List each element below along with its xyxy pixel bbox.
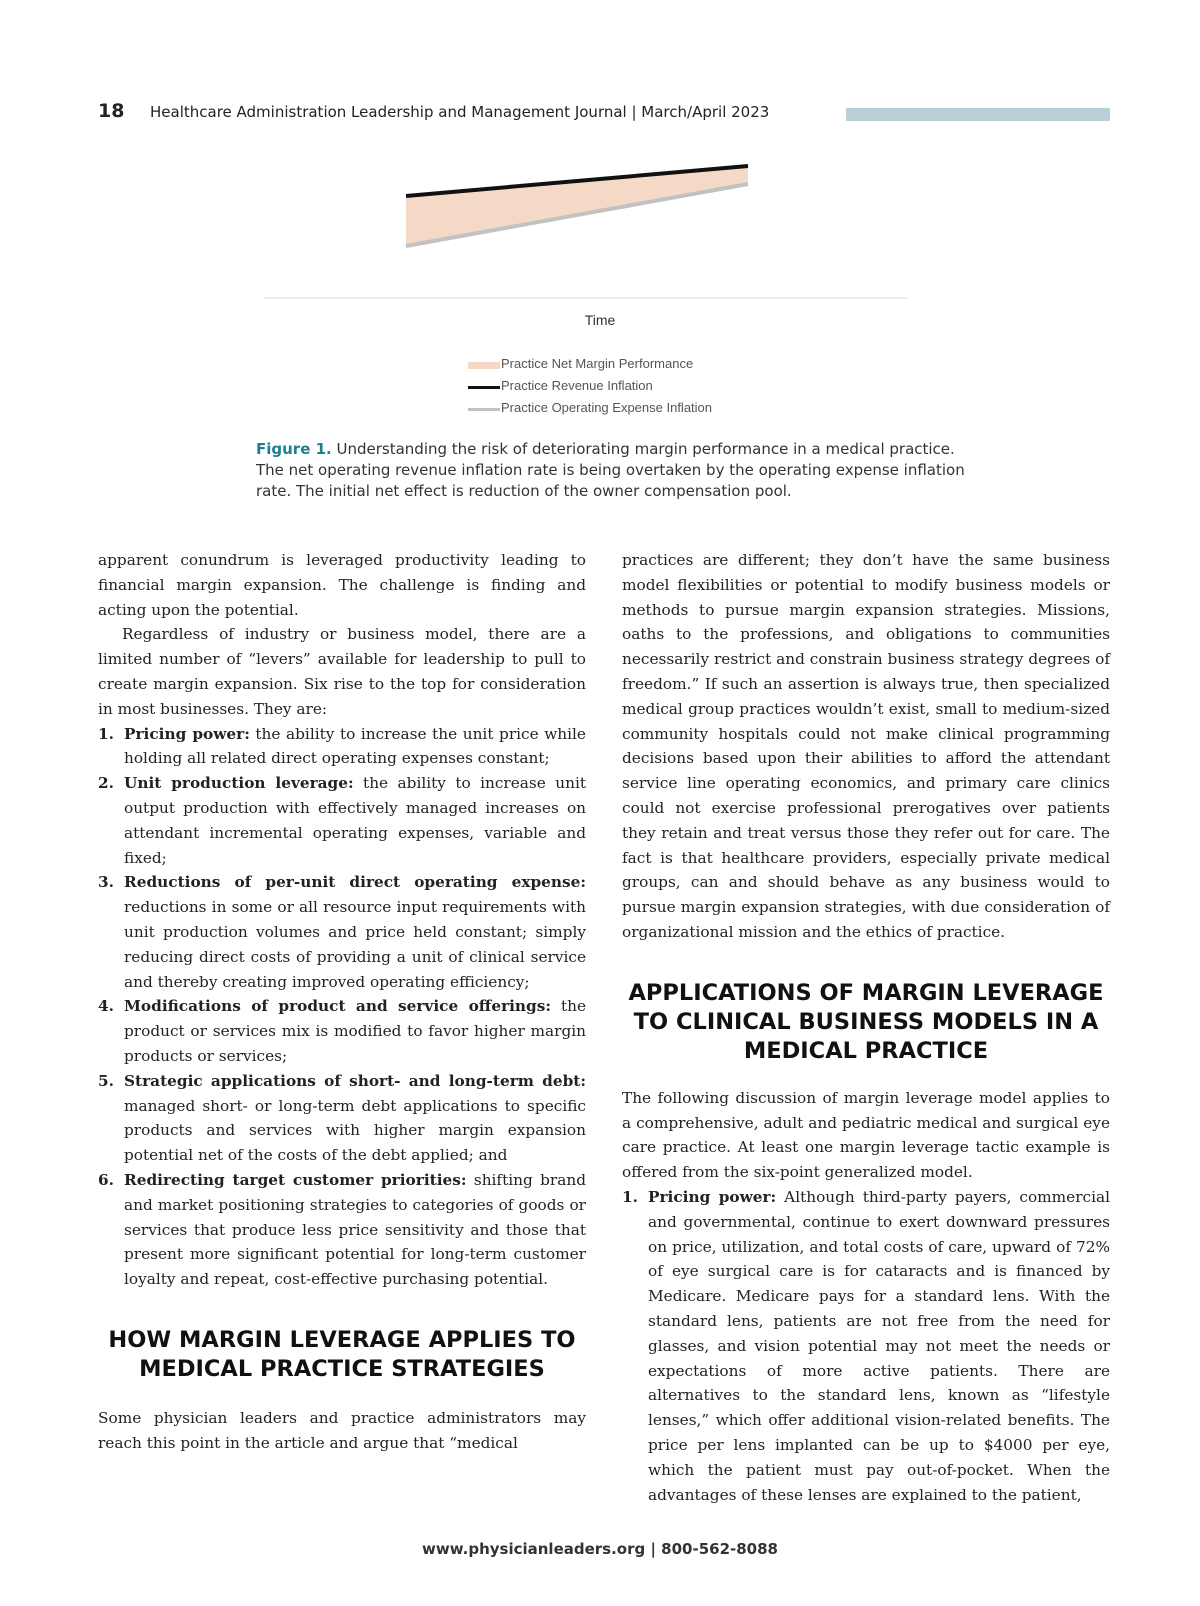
- paragraph: practices are different; they don’t have the same business model flexibilities or potential to modify business models or methods to pursue margin expansion strategies. Missions, oaths to the professions, and obligations to communities necessarily restrict and constrain business strategy degrees of freedom.” If such an assertion is always true, then specialized medical group practices wouldn’t exist, small to medium-sized community hospitals could not make clinical programming decisions based upon their abilities to afford the attendant service line operating economics, and primary care clinics could not exercise professional prerogatives over patients they retain and treat versus those they refer out for care. The fact is that healthcare providers, especially private medical groups, can and should behave as any business would to pursue margin expansion strategies, with due consideration of organizational mission and the ethics of practice.: [622, 551, 1110, 941]
- list-number: 1.: [622, 1187, 638, 1206]
- journal-title: Healthcare Administration Leadership and Management Journal | March/April 2023: [150, 103, 770, 121]
- list-item: [98, 870, 586, 994]
- levers-list: [98, 722, 586, 1292]
- list-number: 1.: [98, 724, 114, 743]
- caption-text: Understanding the risk of deteriorating margin performance in a medical practice. The net operating revenue inflation rate is being overtaken by the operating expense inflation rate. The initial net effect is reduction of the owner compensation pool.: [256, 440, 965, 500]
- list-item: [98, 1168, 586, 1292]
- list-term: Pricing power:: [124, 724, 250, 743]
- legend-label: Practice Net Margin Performance: [501, 356, 694, 371]
- paragraph: The following discussion of margin leverage model applies to a comprehensive, adult and pediatric medical and surgical eye care practice. At least one margin leverage tactic example is offered from the six-point generalized model.: [622, 1088, 1110, 1182]
- list-term: Redirecting target customer priorities:: [124, 1170, 467, 1189]
- applications-list: [622, 1185, 1110, 1507]
- paragraph: apparent conundrum is leveraged productivity leading to financial margin expansion. The challenge is finding and acting upon the potential.: [98, 551, 586, 619]
- page-footer: www.physicianleaders.org | 800-562-8088: [422, 1540, 778, 1558]
- legend-swatch-revenue: [468, 386, 500, 389]
- page-header: [98, 100, 1110, 126]
- legend-swatch-margin: [468, 362, 500, 369]
- list-text: shifting brand and market positioning strategies to categories of goods or services that produce less price sensitivity and those that present more significant potential for long-term customer loyalty and repeat, cost-effective purchasing potential.: [124, 1170, 586, 1289]
- list-term: Pricing power:: [648, 1187, 777, 1206]
- left-column: [98, 548, 586, 1456]
- list-text: Although third-party payers, commercial and governmental, continue to exert downward pressures on price, utilization, and total costs of care, upward of 72% of eye surgical care is for cataracts and is financed by Medicare. Medicare pays for a standard lens. With the standard lens, patients are not free from the need for glasses, and vision potential may not meet the needs or expectations of more active patients. There are alternatives to the standard lens, known as “lifestyle lenses,” which offer additional vision-related benefits. The price per lens implanted can be up to $4000 per eye, which the patient must pay out-of-pocket. When the advantages of these lenses are explained to the patient,: [648, 1187, 1110, 1504]
- list-term: Strategic applications of short- and long-term debt:: [124, 1071, 586, 1090]
- legend-label: Practice Revenue Inflation: [501, 378, 653, 393]
- paragraph: Some physician leaders and practice administrators may reach this point in the article and argue that “medical: [98, 1408, 586, 1452]
- list-text: the product or services mix is modified to favor higher margin products or services;: [124, 997, 586, 1065]
- list-number: 4.: [98, 997, 114, 1016]
- list-item: [622, 1185, 1110, 1507]
- list-term: Reductions of per-unit direct operating expense:: [124, 873, 586, 892]
- legend-swatch-expense: [468, 408, 500, 411]
- list-term: Unit production leverage:: [124, 774, 354, 793]
- list-text: reductions in some or all resource input requirements with unit production volumes and price held constant; simply reducing direct costs of providing a unit of clinical service and thereby creating improved operating efficiency;: [124, 898, 586, 991]
- list-number: 5.: [98, 1071, 114, 1090]
- paragraph: Regardless of industry or business model, there are a limited number of “levers” available for leadership to pull to create margin expansion. Six rise to the top for consideration in most businesses. They are:: [98, 625, 586, 718]
- list-text: the ability to increase the unit price while holding all related direct operating expenses constant;: [124, 724, 586, 768]
- list-item: [98, 994, 586, 1068]
- list-item: [98, 771, 586, 870]
- figure-1: [260, 150, 940, 430]
- list-number: 6.: [98, 1170, 114, 1189]
- section-heading: HOW MARGIN LEVERAGE APPLIES TO MEDICAL PRACTICE STRATEGIES: [108, 1326, 576, 1382]
- page-number: 18: [98, 100, 125, 122]
- caption-label: Figure 1.: [256, 440, 332, 458]
- list-term: Modifications of product and service offerings:: [124, 997, 552, 1016]
- net-margin-area: [406, 166, 748, 246]
- list-text: the ability to increase unit output production with effectively managed increases on attendant incremental operating expenses, variable and fixed;: [124, 774, 586, 867]
- section-heading: APPLICATIONS OF MARGIN LEVERAGE TO CLINICAL BUSINESS MODELS IN A MEDICAL PRACTICE: [628, 979, 1104, 1064]
- figure-caption: [256, 439, 976, 502]
- right-column: [622, 548, 1110, 1507]
- list-item: [98, 1069, 586, 1168]
- list-number: 3.: [98, 873, 114, 892]
- header-accent-bar: [846, 108, 1110, 121]
- x-axis-label: Time: [584, 312, 616, 328]
- list-text: managed short- or long-term debt applications to specific products and services with higher margin expansion potential net of the costs of the debt applied; and: [124, 1096, 586, 1165]
- list-number: 2.: [98, 774, 114, 793]
- margin-chart: [260, 150, 940, 310]
- legend-label: Practice Operating Expense Inflation: [501, 400, 713, 415]
- list-item: [98, 722, 586, 772]
